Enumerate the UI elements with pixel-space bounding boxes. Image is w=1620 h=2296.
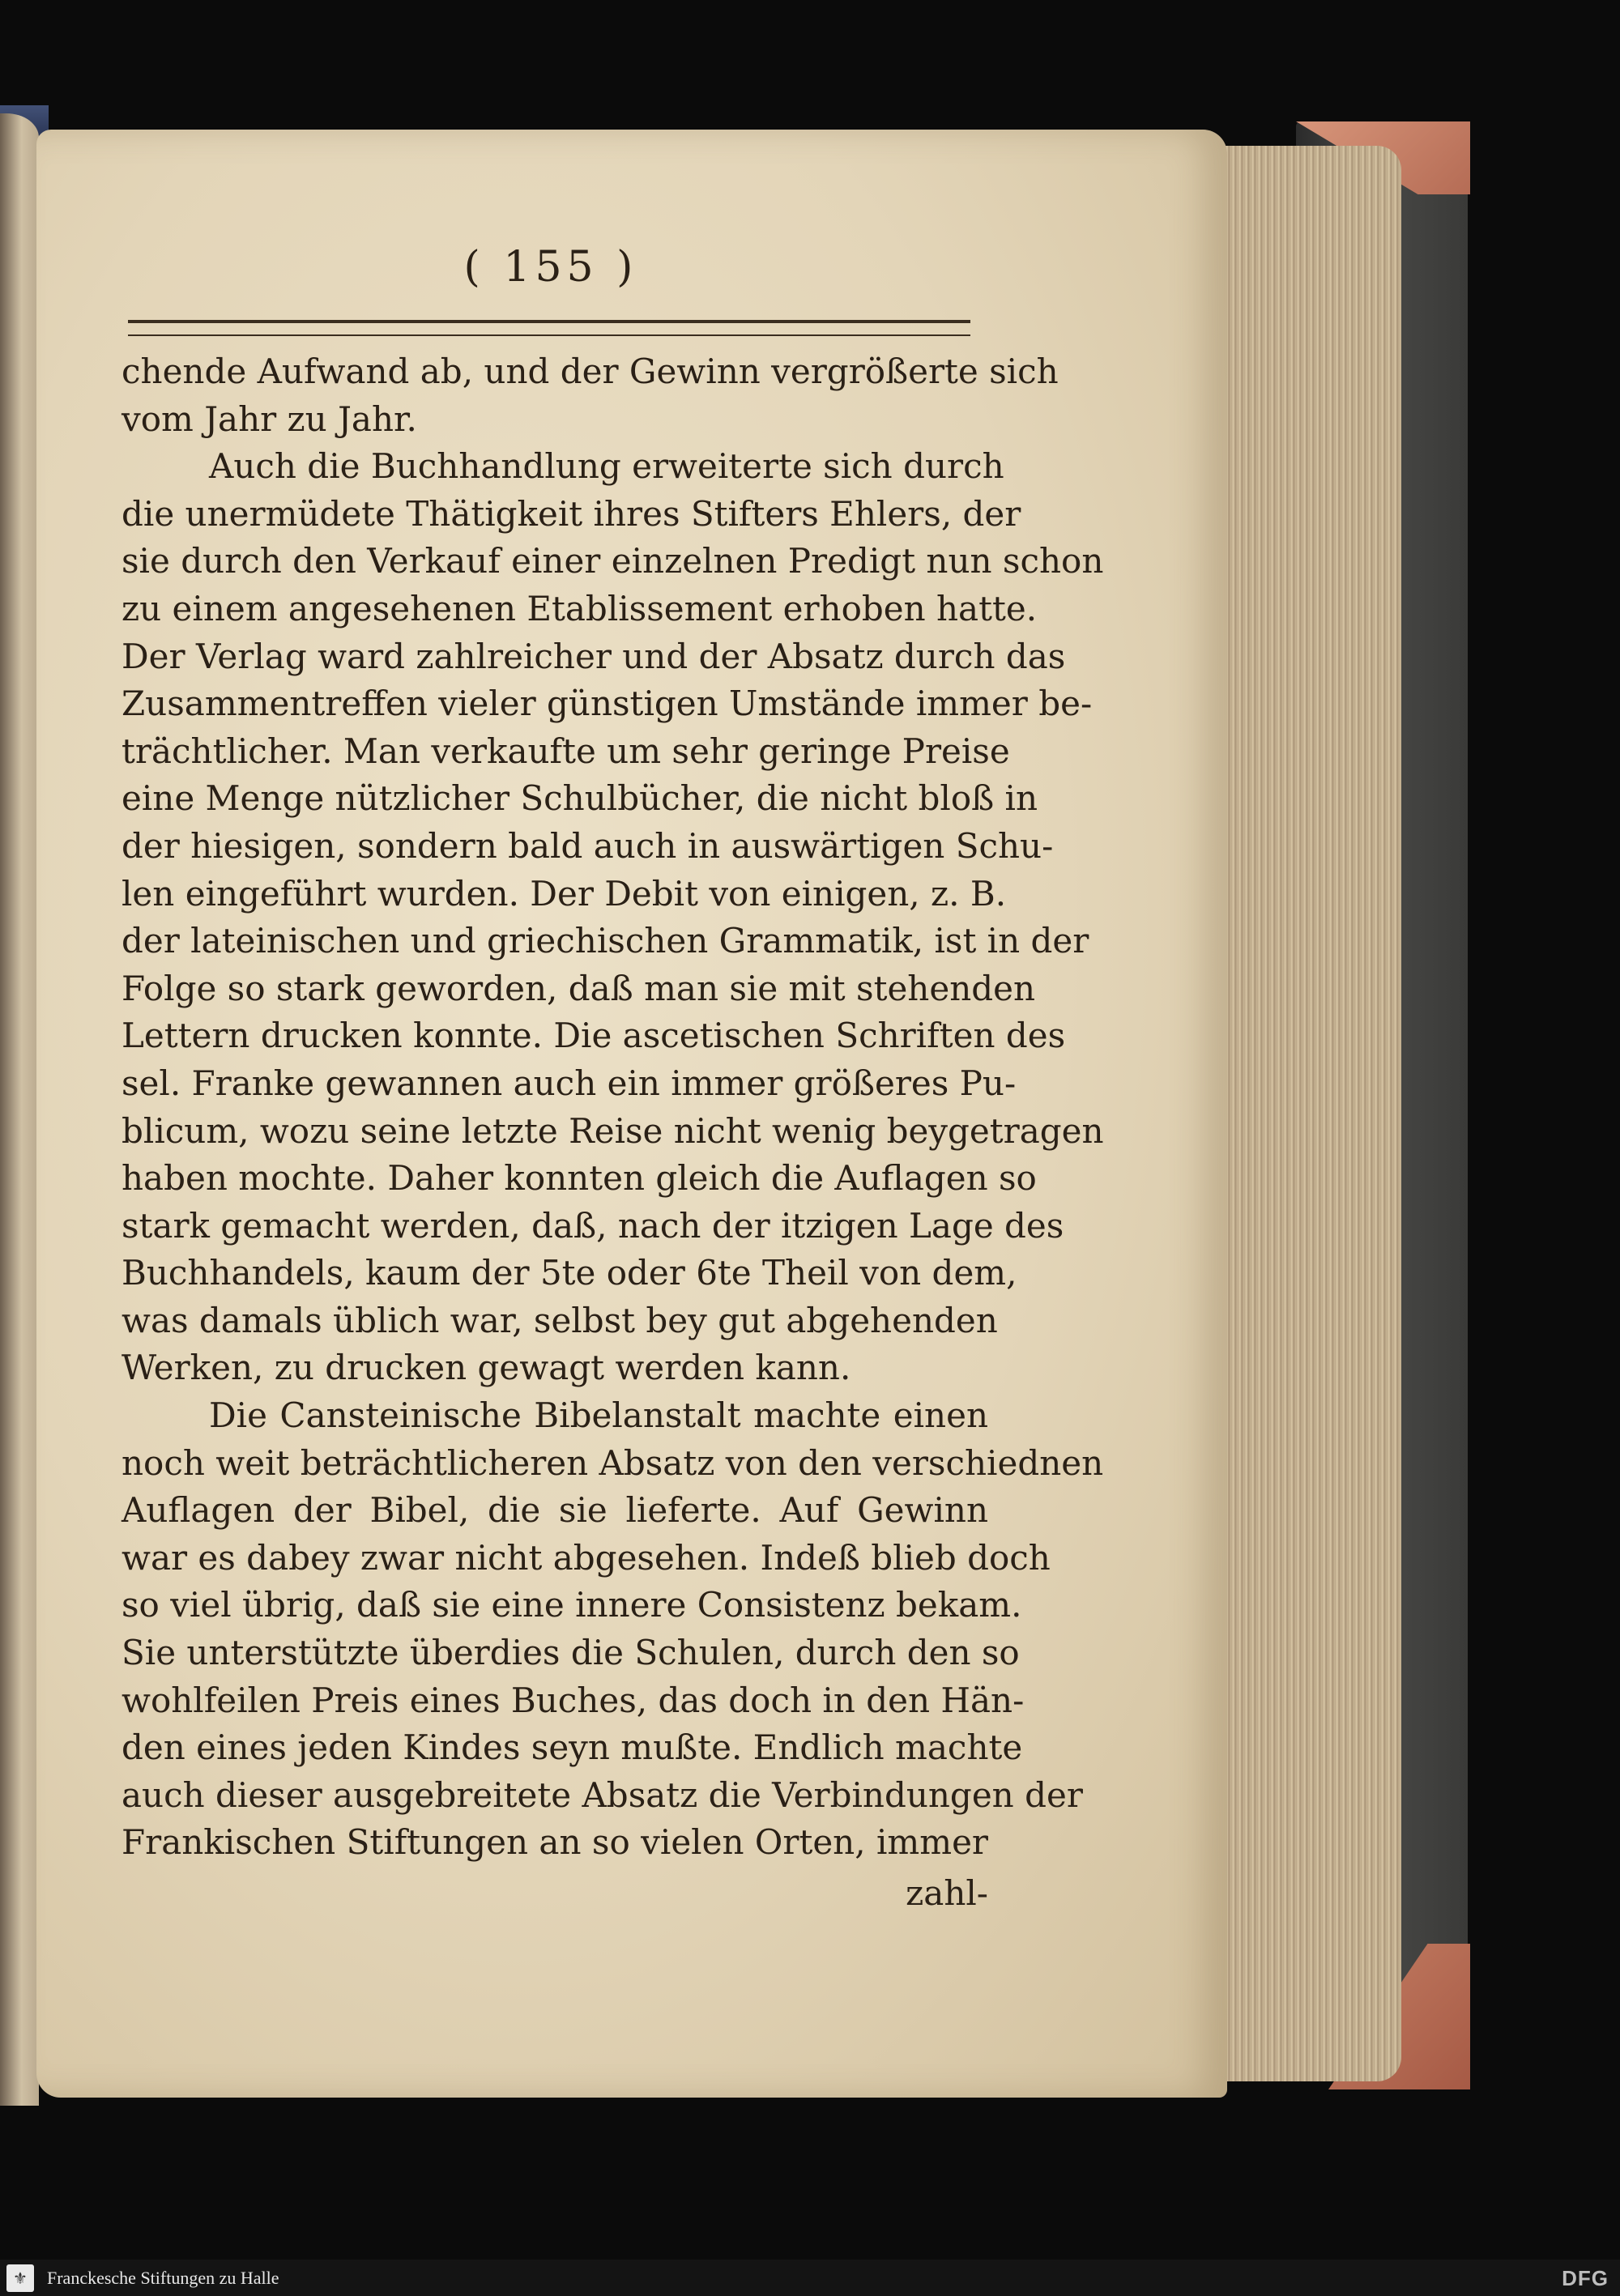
text-line: auch dieser ausgebreitete Absatz die Verbindungen der (122, 1774, 1083, 1815)
text-line: die unermüdete Thätigkeit ihres Stifters Ehlers, der (122, 493, 1021, 534)
text-line: was damals üblich war, selbst bey gut abgehenden (122, 1300, 998, 1340)
left-page-edge (0, 113, 39, 2106)
text-line: blicum, wozu seine letzte Reise nicht wenig beygetragen (122, 1110, 1104, 1151)
text-line: len eingeführt wurden. Der Debit von einigen, z. B. (122, 873, 1007, 914)
text-line: der hiesigen, sondern bald auch in auswärtigen Schu- (122, 825, 1054, 866)
text-line: Sie unterstützte überdies die Schulen, durch den so (122, 1633, 1020, 1673)
text-line: Zusammentreffen vieler günstigen Umstände immer be- (122, 684, 1093, 724)
institution-logo-icon: ⚜ (6, 2264, 34, 2292)
text-line: der lateinischen und griechischen Grammatik, ist in der (122, 921, 1089, 961)
catchword: zahl- (906, 1873, 988, 1913)
text-line: Frankischen Stiftungen an so vielen Orten, immer (122, 1822, 988, 1863)
text-line: trächtlicher. Man verkaufte um sehr geringe Preise (122, 731, 1010, 771)
institution-name: Franckesche Stiftungen zu Halle (47, 2268, 279, 2288)
text-line: war es dabey zwar nicht abgesehen. Indeß blieb doch (122, 1537, 1051, 1578)
text-line: chende Aufwand ab, und der Gewinn vergrößerte sich (122, 351, 1059, 391)
text-line: noch weit beträchtlicheren Absatz von den verschiednen (122, 1442, 1104, 1483)
text-line: Lettern drucken konnte. Die ascetischen Schriften des (122, 1016, 1066, 1056)
text-line: zu einem angesehenen Etablissement erhoben hatte. (122, 588, 1038, 628)
text-line: eine Menge nützlicher Schulbücher, die nicht bloß in (122, 778, 1038, 819)
text-line: Die Cansteinische Bibelanstalt machte einen (209, 1395, 988, 1436)
text-line: sel. Franke gewannen auch ein immer größeres Pu- (122, 1063, 1017, 1103)
text-line: vom Jahr zu Jahr. (122, 398, 417, 439)
text-line: den eines jeden Kindes seyn mußte. Endlich machte (122, 1727, 1023, 1768)
text-line: Auflagen der Bibel, die sie lieferte. Auf Gewinn (122, 1490, 988, 1531)
dfg-logo: DFG (1562, 2266, 1609, 2290)
text-line: Werken, zu drucken gewagt werden kann. (122, 1348, 851, 1388)
text-line: so viel übrig, daß sie eine innere Consistenz bekam. (122, 1585, 1022, 1625)
text-line: stark gemacht werden, daß, nach der itzigen Lage des (122, 1205, 1064, 1246)
text-line: Der Verlag ward zahlreicher und der Absatz durch das (122, 636, 1066, 676)
text-line: Auch die Buchhandlung erweiterte sich durch (209, 446, 1004, 487)
text-line: Folge so stark geworden, daß man sie mit stehenden (122, 968, 1036, 1008)
text-line: Buchhandels, kaum der 5te oder 6te Theil von dem, (122, 1253, 1017, 1293)
text-line: wohlfeilen Preis eines Buches, das doch in den Hän- (122, 1680, 1025, 1720)
text-line: haben mochte. Daher konnten gleich die Auflagen so (122, 1158, 1037, 1199)
text-line: sie durch den Verkauf einer einzelnen Predigt nun schon (122, 541, 1104, 581)
body-text (122, 348, 1104, 1918)
page-number-heading: ( 155 ) (463, 243, 638, 292)
header-rule (128, 320, 970, 336)
